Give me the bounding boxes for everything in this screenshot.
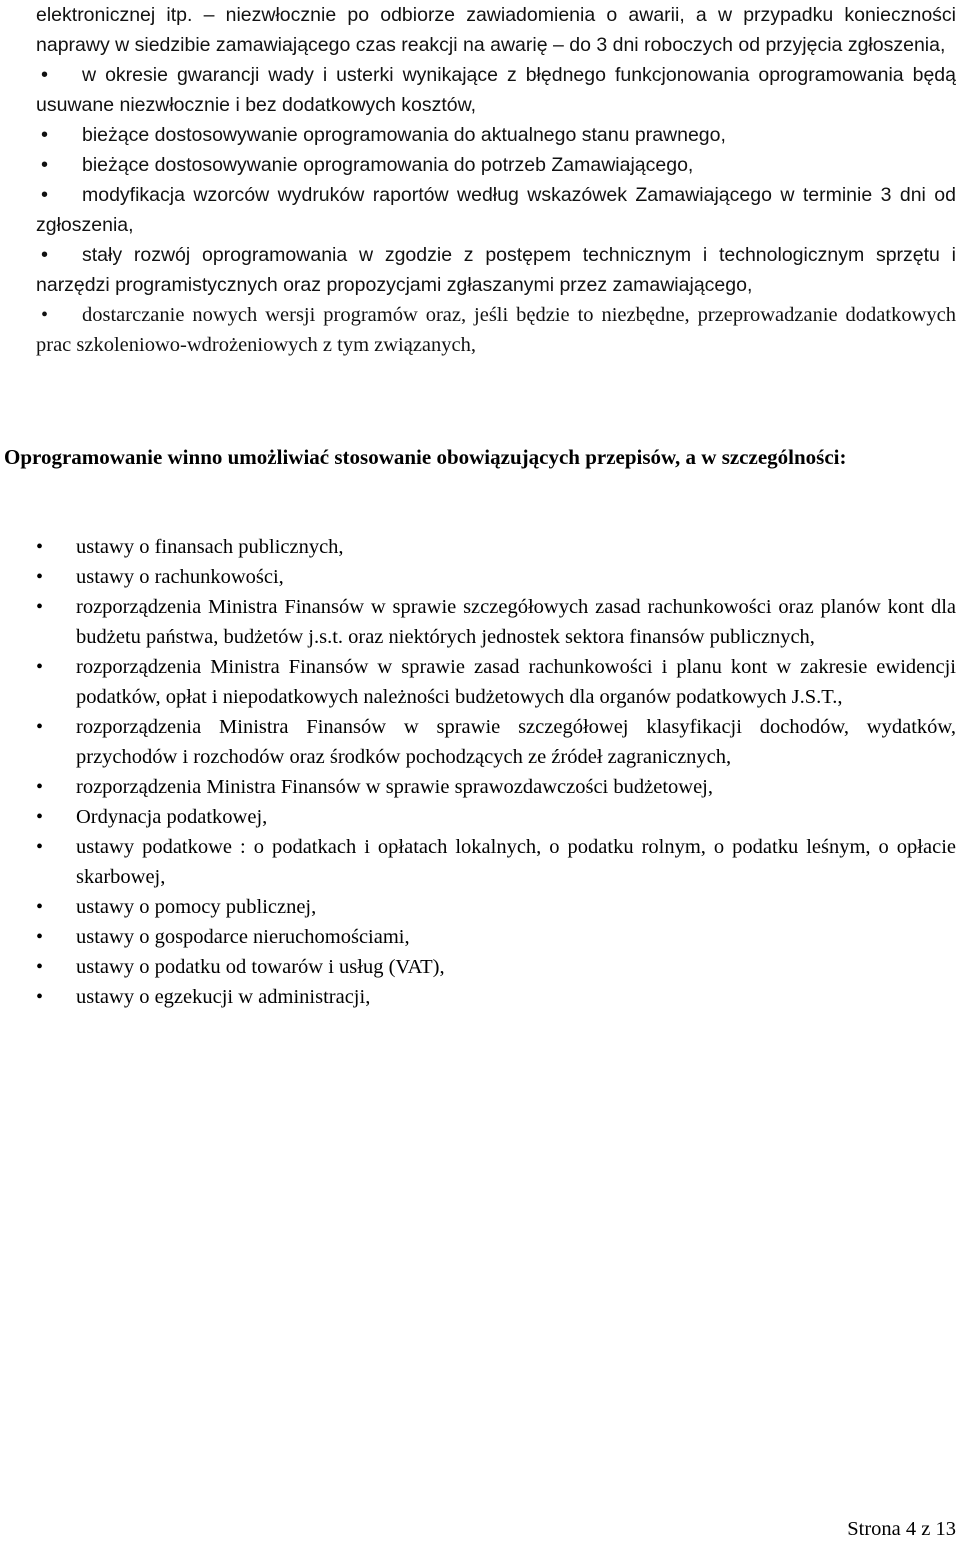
list-item — [36, 240, 956, 300]
list-item — [36, 832, 956, 892]
bullet-icon: • — [41, 124, 49, 146]
list-item-text: ustawy o pomocy publicznej, — [76, 896, 317, 918]
list-item-text: rozporządzenia Ministra Finansów w sprawie sprawozdawczości budżetowej, — [76, 776, 713, 798]
list-item-text: ustawy o podatku od towarów i usług (VAT), — [76, 956, 445, 978]
list-item-text: ustawy o egzekucji w administracji, — [76, 986, 371, 1008]
list-item — [36, 180, 956, 240]
list-item — [36, 562, 956, 592]
list-item — [36, 60, 956, 120]
bullet-icon: • — [36, 656, 44, 678]
list-item-text: ustawy o gospodarce nieruchomościami, — [76, 926, 410, 948]
list-item — [36, 952, 956, 982]
bullet-icon: • — [41, 184, 49, 206]
bullet-icon: • — [36, 806, 44, 828]
bullet-icon: • — [36, 926, 44, 948]
list-item — [36, 532, 956, 562]
list-item-text: ustawy podatkowe : o podatkach i opłatach lokalnych, o podatku rolnym, o podatku leśnym, o opłacie skarbowej, — [76, 836, 956, 888]
list-item-text: rozporządzenia Ministra Finansów w sprawie szczegółowych zasad rachunkowości oraz planów kont dla budżetu państwa, budżetów j.s.t. oraz niektórych jednostek sektora finansów publicznych, — [76, 596, 956, 648]
bullet-icon: • — [36, 596, 44, 618]
list-item-text: modyfikacja wzorców wydruków raportów według wskazówek Zamawiającego w terminie 3 dni od zgłoszenia, — [36, 184, 956, 236]
list-item-text: w okresie gwarancji wady i usterki wynikające z błędnego funkcjonowania oprogramowania będą usuwane niezwłocznie i bez dodatkowych kosztów, — [36, 64, 956, 116]
bullet-icon: • — [36, 836, 44, 858]
page-number: Strona 4 z 13 — [847, 1518, 956, 1540]
list-item-text: bieżące dostosowywanie oprogramowania do potrzeb Zamawiającego, — [82, 154, 694, 176]
bullet-icon: • — [36, 896, 44, 918]
list-item-text: rozporządzenia Ministra Finansów w sprawie zasad rachunkowości i planu kont w zakresie ewidencji podatków, opłat i niepodatkowych należności budżetowych dla organów podatkowych J.S.T., — [76, 656, 956, 708]
list-item-text: stały rozwój oprogramowania w zgodzie z postępem technicznym i technologicznym sprzętu i narzędzi programistycznych oraz propozycjami zgłaszanymi przez zamawiającego, — [36, 244, 956, 296]
list-item-text: dostarczanie nowych wersji programów oraz, jeśli będzie to niezbędne, przeprowadzanie dodatkowych prac szkoleniowo-wdrożeniowych z tym związanych, — [36, 304, 956, 356]
list-item-text: ustawy o rachunkowości, — [76, 566, 284, 588]
list-item — [36, 592, 956, 652]
service-obligations-list — [36, 0, 956, 360]
list-item — [36, 0, 956, 60]
list-item-text: elektronicznej itp. – niezwłocznie po odbiorze zawiadomienia o awarii, a w przypadku konieczności naprawy w siedzibie zamawiającego czas reakcji na awarię – do 3 dni roboczych od przyjęcia zgłoszenia, — [36, 4, 956, 56]
list-item — [36, 150, 956, 180]
list-item — [36, 652, 956, 712]
list-item — [36, 802, 956, 832]
bullet-icon: • — [36, 776, 44, 798]
bullet-icon: • — [36, 716, 44, 738]
bullet-icon: • — [41, 64, 49, 86]
list-item-text: ustawy o finansach publicznych, — [76, 536, 344, 558]
regulations-list — [36, 532, 956, 1012]
list-item-text: Ordynacja podatkowej, — [76, 806, 268, 828]
bullet-icon: • — [41, 244, 49, 266]
bullet-icon: • — [36, 956, 44, 978]
list-item-text: bieżące dostosowywanie oprogramowania do aktualnego stanu prawnego, — [82, 124, 726, 146]
bullet-icon: • — [41, 154, 49, 176]
list-item — [36, 712, 956, 772]
bullet-icon: • — [41, 304, 49, 326]
list-item-text: rozporządzenia Ministra Finansów w sprawie szczegółowej klasyfikacji dochodów, wydatków, przychodów i rozchodów oraz środków pochodzących ze źródeł zagranicznych, — [76, 716, 956, 768]
list-item — [36, 120, 956, 150]
bullet-icon: • — [36, 566, 44, 588]
bullet-icon: • — [36, 536, 44, 558]
bullet-icon: • — [36, 986, 44, 1008]
list-item — [36, 772, 956, 802]
list-item — [36, 892, 956, 922]
list-item — [36, 982, 956, 1012]
list-item — [36, 922, 956, 952]
list-item — [36, 300, 956, 360]
section-heading: Oprogramowanie winno umożliwiać stosowanie obowiązujących przepisów, a w szczególności: — [4, 445, 847, 469]
